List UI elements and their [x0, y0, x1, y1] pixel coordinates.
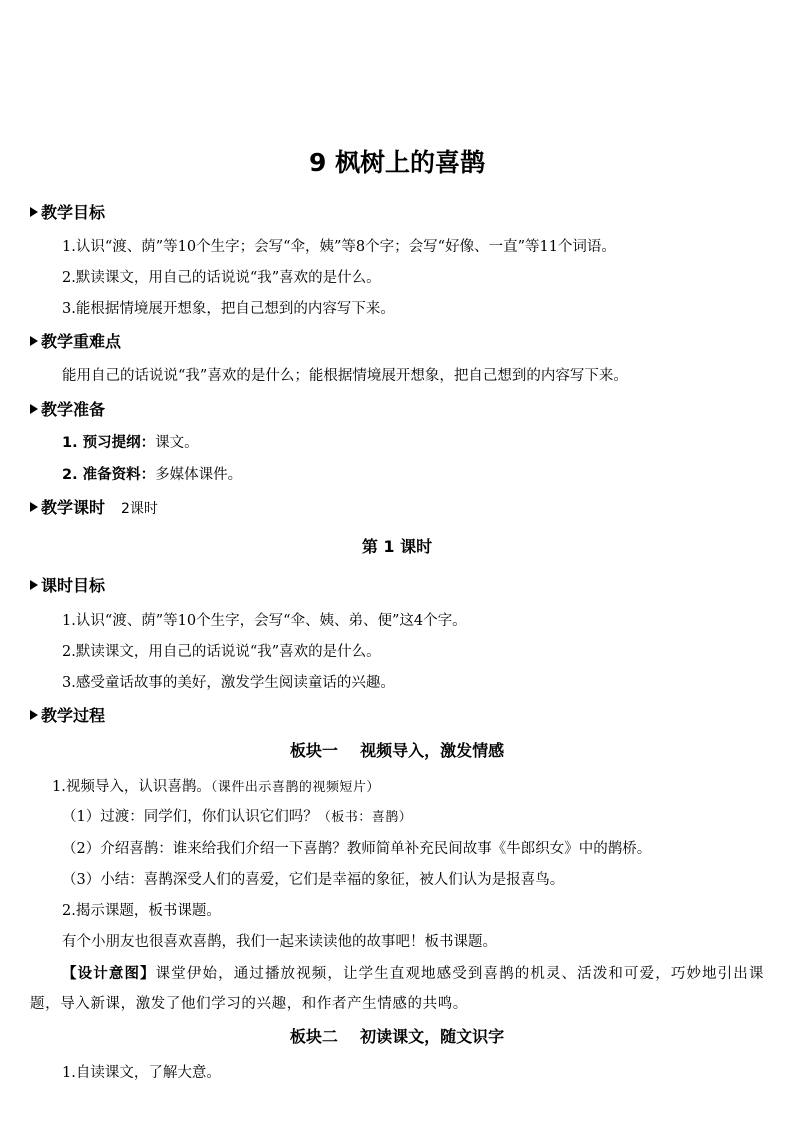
page-title: 9 枫树上的喜鹊 — [308, 148, 486, 177]
process-substep: （3）小结：喜鹊深受人们的喜爱，它们是幸福的象征，被人们认为是报喜鸟。 — [62, 872, 565, 888]
process-substep: （1）过渡：同学们，你们认识它们吗？（板书：喜鹊） — [62, 809, 413, 825]
lesson-heading: 第 1 课时 — [361, 537, 433, 556]
preparation-item: 2. 准备资料：多媒体课件。 — [62, 467, 243, 483]
triangle-bullet-icon — [30, 580, 38, 590]
hours-value: 2课时 — [121, 501, 158, 517]
goal-item: 2.默读课文，用自己的话说说“我”喜欢的是什么。 — [62, 270, 381, 286]
process-text: 有个小朋友也很喜欢喜鹊，我们一起来读读他的故事吧！板书课题。 — [62, 934, 497, 950]
section-heading-key-points: 教学重难点 — [30, 331, 121, 353]
preparation-item: 1. 预习提纲：课文。 — [62, 435, 199, 451]
triangle-bullet-icon — [30, 710, 38, 720]
triangle-bullet-icon — [30, 207, 38, 217]
lesson-goal-item: 1.认识“渡、荫”等10个生字，会写“伞、姨、弟、便”这4个字。 — [62, 613, 467, 629]
section-heading-hours: 教学课时 2课时 — [30, 497, 158, 520]
triangle-bullet-icon — [30, 502, 38, 512]
process-step: 1.视频导入，认识喜鹊。（课件出示喜鹊的视频短片） — [52, 779, 380, 795]
process-step: 2.揭示课题，板书课题。 — [62, 903, 221, 919]
block-heading: 板块二 初读课文，随文识字 — [289, 1027, 505, 1046]
triangle-bullet-icon — [30, 404, 38, 414]
goal-item: 1.认识“渡、荫”等10个生字；会写“伞，姨”等8个字；会写“好像、一直”等11个词语。 — [62, 239, 616, 255]
section-heading-preparation: 教学准备 — [30, 399, 105, 421]
triangle-bullet-icon — [30, 336, 38, 346]
lesson-goal-item: 2.默读课文，用自己的话说说“我”喜欢的是什么。 — [62, 644, 381, 660]
section-heading-goals: 教学目标 — [30, 202, 105, 224]
block-heading: 板块一 视频导入，激发情感 — [289, 741, 505, 760]
goal-item: 3.能根据情境展开想象，把自己想到的内容写下来。 — [62, 301, 395, 317]
process-step: 1.自读课文，了解大意。 — [62, 1065, 221, 1081]
process-substep: （2）介绍喜鹊：谁来给我们介绍一下喜鹊？教师简单补充民间故事《牛郎织女》中的鹊桥。 — [62, 841, 652, 857]
section-heading-process: 教学过程 — [30, 705, 105, 727]
key-points-text: 能用自己的话说说“我”喜欢的是什么；能根据情境展开想象，把自己想到的内容写下来。 — [62, 368, 628, 384]
section-heading-lesson-goals: 课时目标 — [30, 575, 105, 597]
lesson-goal-item: 3.感受童话故事的美好，激发学生阅读童话的兴趣。 — [62, 675, 395, 691]
design-intent: 【设计意图】课堂伊始，通过播放视频，让学生直观地感受到喜鹊的机灵、活泼和可爱，巧妙地引出课题，导入新课，激发了他们学习的兴趣，和作者产生情感的共鸣。 — [30, 966, 764, 1012]
